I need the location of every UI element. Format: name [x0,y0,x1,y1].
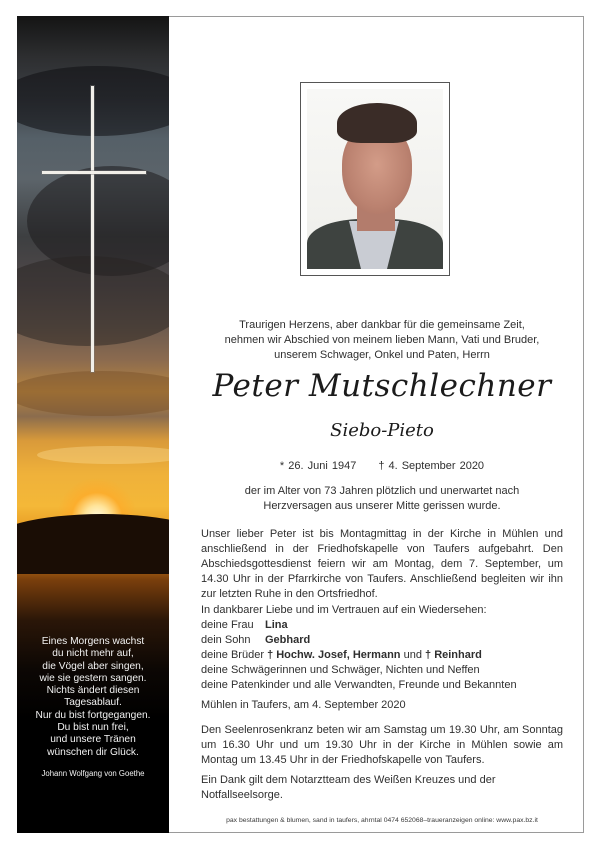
birth-date: * 26. Juni 1947 [279,460,357,472]
poem-line: Nur du bist fortgegangen. [35,709,151,721]
thanks-text: Ein Dank gilt dem Notarztteam des Weißen Kreuzes und der Notfallseelsorge. [201,774,496,801]
viewing-paragraph: Unser lieber Peter ist bis Montagmittag in der Kirche in Mühlen und anschließend in der Friedhofskapelle von Taufers aufgebahrt. Den Abschiedsgottesdienst feiern wir am Montag, dem 7. September, um 14.30 Uhr in der Pfarrkirche von Taufers. Anschließend begleiten wir ihn zur letzten Ruhe in den Ortsfriedhof. [201,528,563,600]
poem-line: Tagesablauf. [64,697,122,709]
intro-line: Traurigen Herzens, aber dankbar für die gemeinsame Zeit, [239,319,525,331]
relation-name: † Reinhard [425,648,482,661]
poem [17,636,169,780]
cloud [37,446,169,464]
poem-line: wie sie gestern sangen. [39,672,147,684]
cause-text [182,484,582,514]
poem-line: die Vögel aber singen, [42,660,144,672]
mourner-row [201,648,563,663]
relation-name: Lina [265,618,288,631]
mourner-row: deine Patenkinder und alle Verwandten, Freunde und Bekannten [201,678,517,691]
rosary-paragraph: Den Seelenrosenkranz beten wir am Samstag um 19.30 Uhr, am Sonntag um 16.30 Uhr und um 19.30 Uhr in der Kirche in Mühlen sowie am Montag um 13.45 Uhr in der Friedhofskapelle von Taufers. [201,724,563,766]
relation-label: deine Frau [201,618,254,631]
relation-label: deine Brüder [201,648,264,661]
mourner-row: deine Schwägerinnen und Schwäger, Nichten und Neffen [201,663,480,676]
intro-text [182,318,582,363]
deceased-name: Peter Mutschlechner [212,368,552,404]
poem-line: Du bist nun frei, [57,722,129,734]
poem-line: und unsere Tränen [50,734,136,746]
poem-line: Eines Morgens wachst [41,636,145,647]
relation-label: dein Sohn [201,633,251,646]
mourners-list [201,603,563,692]
photo-hair [337,103,417,143]
cause-line: der im Alter von 73 Jahren plötzlich und unerwartet nach [244,485,520,497]
poem-line: wünschen dir Glück. [47,746,139,758]
cross-icon [91,86,94,372]
footer-imprint: pax bestattungen & blumen, sand in taufers, ahrntal 0474 652068–traueranzeigen online: www.pax.bz.it [226,817,538,824]
relation-name: Gebhard [265,633,311,646]
hill-silhouette [17,514,169,574]
mourners-intro: In dankbarer Liebe und im Vertrauen auf ein Wiedersehen: [201,604,487,616]
poem-author: Johann Wolfgang von Goethe [41,768,145,778]
intro-line: unserem Schwager, Onkel und Paten, Herrn [274,349,490,361]
mourner-row [201,633,563,648]
cloud [17,371,169,416]
relation-name: † Hochw. Josef, Hermann [267,648,401,661]
intro-line: nehmen wir Abschied von meinem lieben Mann, Vati und Bruder, [224,334,540,346]
relation-conjunction: und [403,648,422,661]
cross-icon-bar [42,171,146,174]
life-dates [182,460,582,472]
portrait-photo [300,82,450,276]
cause-line: Herzversagen aus unserer Mitte gerissen wurde. [263,500,501,512]
poem-line: du nicht mehr auf, [52,648,134,660]
place-date: Mühlen in Taufers, am 4. September 2020 [201,699,406,711]
deceased-nickname: Siebo-Pieto [330,420,434,441]
poem-line: Nichts ändert diesen [46,685,140,697]
mourner-row [201,618,563,633]
death-date: † 4. September 2020 [378,460,485,472]
